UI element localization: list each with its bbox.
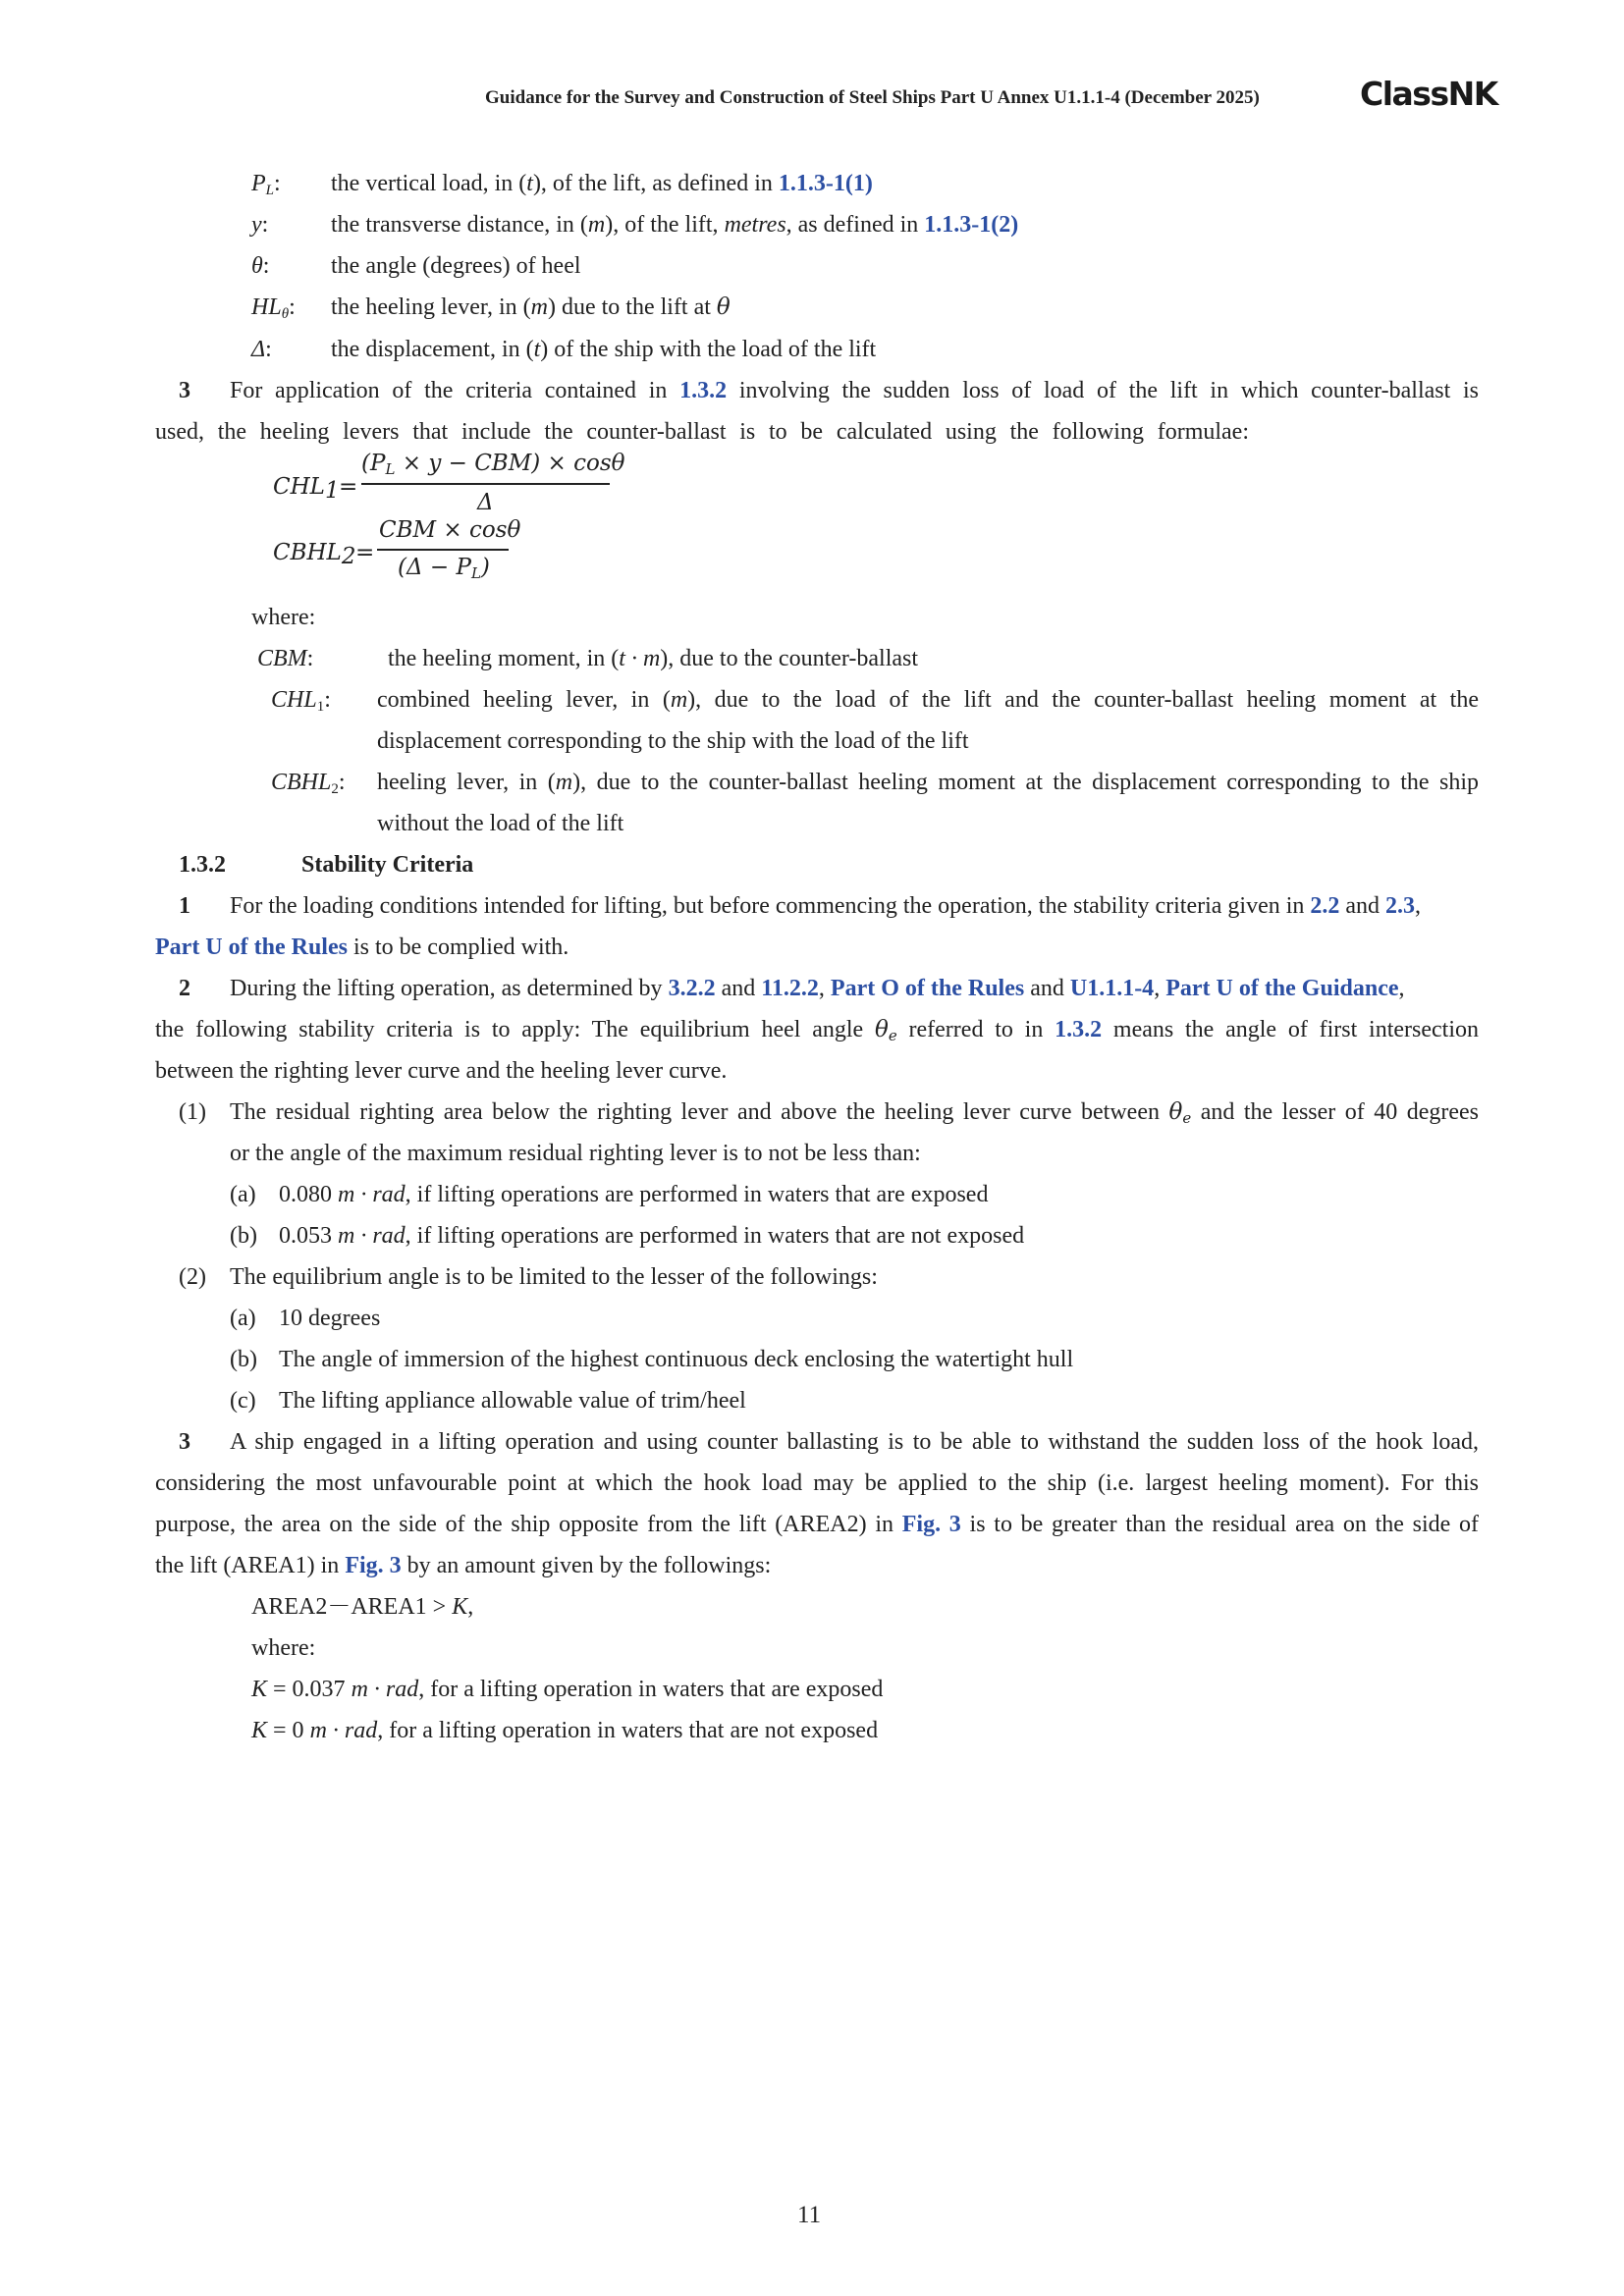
ref-link[interactable]: U1.1.1-4 (1069, 976, 1155, 1001)
paragraph-number: 3 (179, 1429, 190, 1455)
sub-item-number: (b) (230, 1223, 257, 1249)
sub-item-number: (a) (230, 1306, 256, 1331)
ref-link[interactable]: Part O of the Rules (830, 976, 1025, 1001)
classnk-logo: ClassNK (1360, 75, 1497, 113)
definition-theta-text: the angle (degrees) of heel (331, 253, 581, 279)
definition-pl-text: the vertical load, in (t), of the lift, as defined in 1.1.3-1(1) (331, 171, 873, 196)
sub-item-text: The angle of immersion of the highest continuous deck enclosing the watertight hull (279, 1347, 1074, 1372)
list-1-line-2: or the angle of the maximum residual righting lever is to not be less than: (230, 1141, 921, 1166)
paragraph-2-line-3: between the righting lever curve and the heeling lever curve. (155, 1058, 728, 1084)
definition-delta-symbol: Δ: (251, 337, 272, 362)
chl1-definition-line-2: displacement corresponding to the ship with the load of the lift (377, 728, 969, 754)
definition-y-text: the transverse distance, in (m), of the lift, metres, as defined in 1.1.3-1(2) (331, 212, 1019, 238)
fraction-bar (361, 483, 610, 485)
definition-hl-symbol: $HL_\theta$: (251, 294, 296, 322)
ref-link[interactable]: 11.2.2 (761, 976, 819, 1001)
definition-y-symbol: y: (251, 212, 269, 238)
ref-link[interactable]: 1.1.3-1(2) (924, 212, 1019, 238)
theta-e-symbol: $\theta_e$ (874, 1017, 897, 1044)
paragraph-2-line-2: the following stability criteria is to apply: The equilibrium heel angle $\theta_e$ referred to in 1.3.2 means the angle of first intersection (155, 1017, 1480, 1044)
paragraph-3b-line-1: A ship engaged in a lifting operation and using counter ballasting is to be able to withstand the sudden loss of the hook load, (230, 1429, 1479, 1455)
area-inequality: AREA2－AREA1 > K, (251, 1594, 474, 1620)
paragraph-3-line-1: For application of the criteria contained in 1.3.2 involving the sudden loss of load of the lift in which counter-ballast is (230, 378, 1479, 403)
paragraph-1-line-1: For the loading conditions intended for lifting, but before commencing the operation, the stability criteria given in 2.2 and 2.3, (230, 893, 1422, 919)
definition-theta-symbol: θ: (251, 253, 270, 279)
formula-chl1-numerator: $(P_L \times y - CBM) \times \cos\theta$ (361, 451, 625, 478)
paragraph-3-line-2: used, the heeling levers that include the counter-ballast is to be calculated using the following formulae: (155, 419, 1249, 445)
sub-item-a-text: 0.080 m · rad, if lifting operations are performed in waters that are exposed (279, 1182, 989, 1207)
paragraph-3b-line-2: considering the most unfavourable point at which the hook load may be applied to the ship (i.e. largest heeling moment). For this (155, 1470, 1479, 1496)
formula-chl1-denominator: Δ (477, 490, 494, 515)
paragraph-number: 3 (179, 378, 190, 403)
sub-item-number: (c) (230, 1388, 256, 1414)
sub-item-number: (b) (230, 1347, 257, 1372)
figure-ref-link[interactable]: Fig. 3 (345, 1553, 402, 1578)
cbm-definition: the heeling moment, in (t · m), due to the counter-ballast (388, 646, 919, 671)
k-exposed: K = 0.037 m · rad, for a lifting operation in waters that are exposed (251, 1677, 884, 1702)
formula-cbhl2-lhs: $CBHL_2$ (273, 540, 356, 569)
ref-link[interactable]: 1.1.3-1(1) (778, 171, 873, 196)
sub-item-text: 10 degrees (279, 1306, 381, 1331)
ref-link[interactable]: Part U of the Guidance (1165, 976, 1399, 1001)
formula-cbhl2-denominator: $(\Delta - P_L)$ (398, 555, 490, 582)
list-1-line-1: The residual righting area below the righting lever and above the heeling lever curve between $\theta_e$ and the lesser of 40 degrees (230, 1099, 1480, 1127)
list-item-number: (2) (179, 1264, 206, 1290)
ref-link[interactable]: Part U of the Rules (155, 934, 348, 960)
fraction-bar (377, 549, 509, 551)
paragraph-2-line-1: During the lifting operation, as determined by 3.2.2 and 11.2.2, Part O of the Rules and U1.1.1-4, Part U of the Guidance, (230, 976, 1405, 1001)
ref-link[interactable]: 2.3 (1385, 893, 1416, 919)
ref-link[interactable]: 1.3.2 (679, 378, 728, 403)
cbhl2-definition-line-2: without the load of the lift (377, 811, 624, 836)
sub-item-b-text: 0.053 m · rad, if lifting operations are performed in waters that are not exposed (279, 1223, 1025, 1249)
paragraph-3b-line-4: the lift (AREA1) in Fig. 3 by an amount given by the followings: (155, 1553, 772, 1578)
definition-pl-symbol: $P_L$: (251, 171, 281, 198)
ref-link[interactable]: 2.2 (1310, 893, 1340, 919)
paragraph-number: 1 (179, 893, 190, 919)
formula-chl1-lhs: $CHL_1$ (273, 474, 340, 504)
page-number: 11 (797, 2202, 822, 2228)
cbhl2-symbol: $CBHL_2$: (271, 770, 346, 797)
where-label: where: (251, 605, 316, 630)
cbm-symbol: CBM: (257, 646, 314, 671)
paragraph-number: 2 (179, 976, 190, 1001)
definition-delta-text: the displacement, in (t) of the ship with the load of the lift (331, 337, 877, 362)
ref-link[interactable]: 3.2.2 (668, 976, 716, 1001)
list-2-line-1: The equilibrium angle is to be limited to the lesser of the followings: (230, 1264, 878, 1290)
list-item-number: (1) (179, 1099, 206, 1125)
where-label: where: (251, 1635, 316, 1661)
paragraph-1-line-2: Part U of the Rules is to be complied with. (155, 934, 569, 960)
cbhl2-definition-line-1: heeling lever, in (m), due to the counter-ballast heeling moment at the displacement corresponding to the ship (377, 770, 1480, 795)
formula-equals: = (339, 474, 358, 500)
formula-cbhl2-numerator: CBM × cosθ (379, 517, 521, 543)
section-number: 1.3.2 (179, 852, 226, 878)
sub-item-text: The lifting appliance allowable value of trim/heel (279, 1388, 746, 1414)
definition-hl-text: the heeling lever, in (m) due to the lift at θ (331, 294, 731, 320)
section-title: Stability Criteria (301, 852, 474, 878)
paragraph-3b-line-3: purpose, the area on the side of the ship opposite from the lift (AREA2) in Fig. 3 is to be greater than the residual area on the side of (155, 1512, 1480, 1537)
chl1-definition-line-1: combined heeling lever, in (m), due to the load of the lift and the counter-ballast heeling moment at the (377, 687, 1480, 713)
sub-item-number: (a) (230, 1182, 256, 1207)
chl1-symbol: $CHL_1$: (271, 687, 331, 715)
theta-e-symbol: $\theta_e$ (1168, 1099, 1192, 1127)
running-header: Guidance for the Survey and Construction of Steel Ships Part U Annex U1.1.1-4 (December 2025) (485, 87, 1260, 108)
k-not-exposed: K = 0 m · rad, for a lifting operation in waters that are not exposed (251, 1718, 879, 1743)
figure-ref-link[interactable]: Fig. 3 (901, 1512, 961, 1537)
ref-link[interactable]: 1.3.2 (1055, 1017, 1103, 1042)
formula-equals: = (355, 540, 375, 565)
